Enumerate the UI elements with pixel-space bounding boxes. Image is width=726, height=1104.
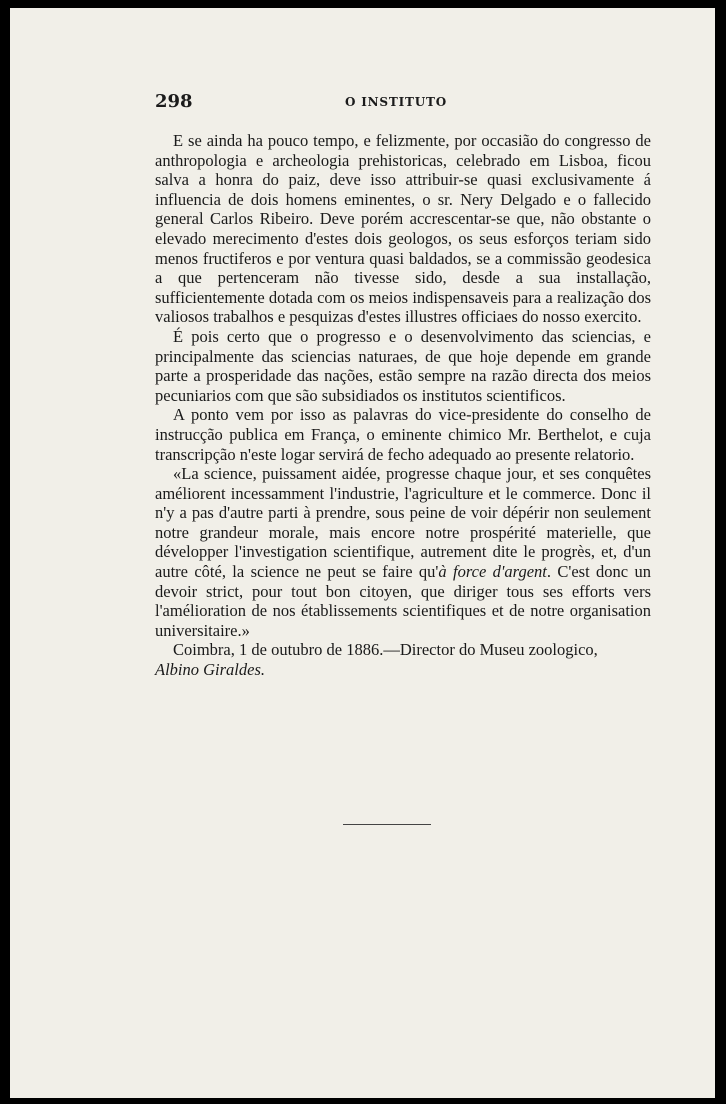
quote-start: «La science, puissament aidée, progresse chaque jour, et ses conquêtes améliorent incessamment l'industrie, l'agriculture et le commerce. Donc il n'y a pas d'autre parti à prendre, sous peine de voir dépérir non seulement notre grandeur morale, mais encore notre prospérité materielle, que développer l'investigation scientifique, autrement dite le progrès, et, d'un autre côté, la science ne peut se faire qu' (155, 464, 651, 582)
book-page (10, 8, 715, 1098)
paragraph-4-quote (155, 464, 651, 640)
quote-italic: à force d'argent (438, 562, 547, 582)
paragraph-2: É pois certo que o progresso e o desenvolvimento das sciencias, e principalmente das sciencias naturaes, de que hoje depende em grande parte a prosperidade das nações, estão sempre na razão directa dos meios pecuniarios com que são subsidiados os institutos scientificos. (155, 326, 651, 405)
page-number: 298 (155, 91, 193, 112)
closing-text: Coimbra, 1 de outubro de 1886.—Director do Museu zoologico, (173, 640, 598, 660)
closing-line (155, 640, 651, 679)
paragraph-3: A ponto vem por isso as palavras do vice-presidente do conselho de instrucção publica em França, o eminente chimico Mr. Berthelot, e cuja transcripção n'este logar servirá de fecho adequado ao presente relatorio. (155, 405, 651, 464)
quote-end: . C'est donc un devoir strict, pour tout bon citoyen, que diriger tous ses efforts vers l'amélioration de nos établissements scientifiques et de notre organisation universitaire.» (155, 562, 651, 640)
page-header (155, 91, 651, 117)
section-divider (343, 824, 431, 825)
paragraph-1: E se ainda ha pouco tempo, e felizmente, por occasião do congresso de anthropologia e archeologia prehistoricas, celebrado em Lisboa, ficou salva a honra do paiz, deve isso attribuir-se quasi exclusivamente á influencia de dois homens eminentes, o sr. Nery Delgado e o fallecido general Carlos Ribeiro. Deve porém accrescentar-se que, não obstante o elevado merecimento d'estes dois geologos, os seus esforços teriam sido menos fructiferos e por ventura quasi baldados, se a commissão geodesica a que pertenceram não tivesse sido, desde a sua installação, sufficientemente dotada com os meios indispensaveis para a realização dos valiosos trabalhos e pesquizas d'estes illustres officiaes do nosso exercito. (155, 131, 651, 327)
signature: Albino Giraldes. (155, 660, 265, 680)
running-title: O INSTITUTO (345, 95, 447, 109)
body-text (155, 131, 651, 680)
